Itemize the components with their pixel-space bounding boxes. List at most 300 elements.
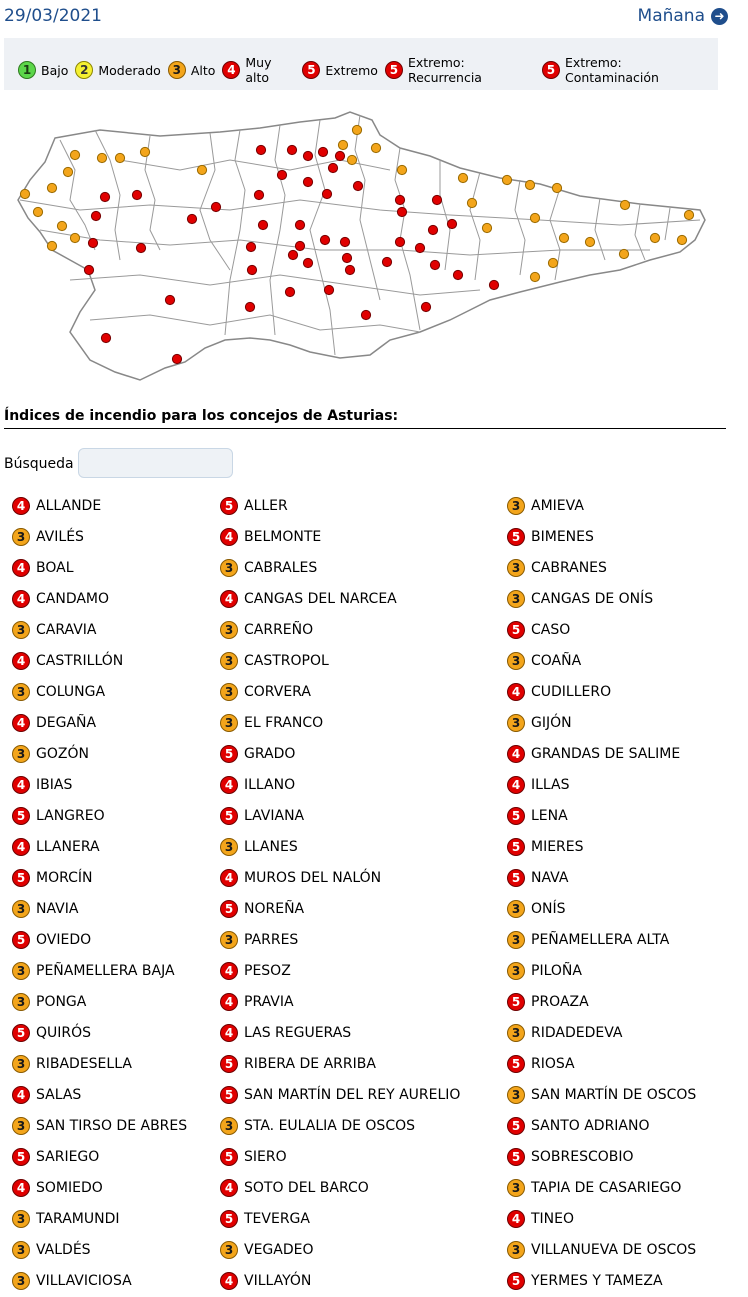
council-marker[interactable] <box>288 250 297 259</box>
search-label: Búsqueda <box>4 456 74 472</box>
council-marker[interactable] <box>303 258 312 267</box>
council-marker[interactable] <box>84 265 93 274</box>
council-name: CASTRILLÓN <box>36 652 124 669</box>
council-marker[interactable] <box>101 333 110 342</box>
level-badge-icon: 3 <box>12 993 30 1011</box>
council-name: BOAL <box>36 559 74 576</box>
council-marker[interactable] <box>347 155 356 164</box>
council-marker[interactable] <box>428 225 437 234</box>
level-badge-icon: 3 <box>507 1179 525 1197</box>
level-badge-icon: 4 <box>220 776 238 794</box>
council-column-3 <box>507 490 696 1296</box>
council-marker[interactable] <box>63 167 72 176</box>
council-row[interactable] <box>12 924 187 955</box>
council-marker[interactable] <box>287 145 296 154</box>
level-badge-icon: 5 <box>507 1148 525 1166</box>
council-row[interactable] <box>507 1141 696 1172</box>
council-name: AMIEVA <box>531 497 584 514</box>
council-row[interactable] <box>12 1172 187 1203</box>
council-row[interactable] <box>220 1017 460 1048</box>
level-badge-icon: 4 <box>12 559 30 577</box>
legend-label: Extremo: Contaminación <box>564 55 659 85</box>
council-marker[interactable] <box>115 153 124 162</box>
council-row[interactable] <box>12 1265 187 1296</box>
level-badge-icon: 3 <box>507 559 525 577</box>
council-marker[interactable] <box>430 260 439 269</box>
council-row[interactable] <box>507 583 696 614</box>
asturias-map <box>0 100 748 390</box>
council-row[interactable] <box>12 676 187 707</box>
council-name: ILLANO <box>244 776 296 793</box>
council-marker[interactable] <box>340 237 349 246</box>
council-marker[interactable] <box>245 302 254 311</box>
council-name: ALLER <box>244 497 288 514</box>
council-name: GRADO <box>244 745 296 762</box>
council-marker[interactable] <box>525 180 534 189</box>
level-badge-icon: 4 <box>12 714 30 732</box>
council-name: ONÍS <box>531 900 566 917</box>
level-badge-icon: 3 <box>220 931 238 949</box>
council-marker[interactable] <box>70 233 79 242</box>
level-badge-icon: 4 <box>12 1086 30 1104</box>
council-column-1 <box>12 490 187 1296</box>
council-row[interactable] <box>220 707 460 738</box>
legend <box>4 38 718 90</box>
council-name: LAVIANA <box>244 807 305 824</box>
council-name: PRAVIA <box>244 993 294 1010</box>
council-name: VILLANUEVA DE OSCOS <box>531 1241 697 1258</box>
level-badge-icon: 4 <box>12 1179 30 1197</box>
level-badge-icon: 5 <box>507 1055 525 1073</box>
council-name: TEVERGA <box>244 1210 310 1227</box>
council-name: TARAMUNDI <box>36 1210 120 1227</box>
council-name: SAN TIRSO DE ABRES <box>36 1117 188 1134</box>
council-row[interactable] <box>220 645 460 676</box>
council-name: ILLAS <box>531 776 570 793</box>
council-marker[interactable] <box>47 183 56 192</box>
council-row[interactable] <box>507 1203 696 1234</box>
council-marker[interactable] <box>397 165 406 174</box>
council-name: NAVA <box>531 869 569 886</box>
council-marker[interactable] <box>47 241 56 250</box>
council-name: CARAVIA <box>36 621 97 638</box>
level-badge-icon: 5 <box>507 993 525 1011</box>
council-marker[interactable] <box>295 241 304 250</box>
level-badge-icon: 5 <box>12 1148 30 1166</box>
council-marker[interactable] <box>165 295 174 304</box>
council-marker[interactable] <box>187 214 196 223</box>
arrow-right-icon: ➜ <box>711 8 728 25</box>
council-marker[interactable] <box>254 190 263 199</box>
council-row[interactable] <box>220 893 460 924</box>
level-badge-icon: 5 <box>220 900 238 918</box>
council-name: RIDADEDEVA <box>531 1024 623 1041</box>
council-marker[interactable] <box>318 147 327 156</box>
council-row[interactable] <box>507 955 696 986</box>
level-badge-icon: 1 <box>18 61 36 79</box>
level-badge-icon: 4 <box>507 683 525 701</box>
council-marker[interactable] <box>322 189 331 198</box>
legend-item <box>222 55 295 85</box>
council-row[interactable] <box>220 1234 460 1265</box>
council-marker[interactable] <box>20 189 29 198</box>
council-marker[interactable] <box>482 223 491 232</box>
council-column-2 <box>220 490 460 1296</box>
level-badge-icon: 3 <box>12 1117 30 1135</box>
council-marker[interactable] <box>677 235 686 244</box>
council-row[interactable] <box>507 893 696 924</box>
level-badge-icon: 5 <box>220 745 238 763</box>
council-name: SIERO <box>244 1148 287 1165</box>
level-badge-icon: 3 <box>507 497 525 515</box>
level-badge-icon: 3 <box>507 900 525 918</box>
council-row[interactable] <box>220 955 460 986</box>
level-badge-icon: 3 <box>12 1241 30 1259</box>
council-row[interactable] <box>12 769 187 800</box>
council-marker[interactable] <box>552 183 561 192</box>
council-row[interactable] <box>12 831 187 862</box>
level-badge-icon: 3 <box>12 962 30 980</box>
council-marker[interactable] <box>371 143 380 152</box>
council-row[interactable] <box>220 583 460 614</box>
council-row[interactable] <box>507 862 696 893</box>
level-badge-icon: 5 <box>385 61 403 79</box>
council-row[interactable] <box>507 707 696 738</box>
council-row[interactable] <box>220 1172 460 1203</box>
council-row[interactable] <box>507 614 696 645</box>
council-row[interactable] <box>220 1079 460 1110</box>
council-marker[interactable] <box>57 221 66 230</box>
council-row[interactable] <box>507 831 696 862</box>
level-badge-icon: 3 <box>12 900 30 918</box>
level-badge-icon: 3 <box>507 931 525 949</box>
council-row[interactable] <box>507 738 696 769</box>
council-name: SANTO ADRIANO <box>531 1117 650 1134</box>
council-marker[interactable] <box>353 181 362 190</box>
council-row[interactable] <box>220 521 460 552</box>
council-name: CABRANES <box>531 559 607 576</box>
council-row[interactable] <box>12 521 187 552</box>
council-row[interactable] <box>220 769 460 800</box>
council-marker[interactable] <box>458 173 467 182</box>
council-name: QUIRÓS <box>36 1024 92 1041</box>
level-badge-icon: 3 <box>12 621 30 639</box>
council-name: SALAS <box>36 1086 82 1103</box>
council-row[interactable] <box>12 955 187 986</box>
council-marker[interactable] <box>530 213 539 222</box>
council-row[interactable] <box>220 490 460 521</box>
council-name: BIMENES <box>531 528 594 545</box>
level-badge-icon: 4 <box>220 528 238 546</box>
legend-label: Extremo <box>325 62 378 78</box>
council-row[interactable] <box>220 1048 460 1079</box>
legend-item <box>75 61 160 79</box>
council-marker[interactable] <box>352 125 361 134</box>
level-badge-icon: 3 <box>507 1241 525 1259</box>
council-row[interactable] <box>12 707 187 738</box>
council-marker[interactable] <box>303 151 312 160</box>
legend-label: Moderado <box>98 62 161 78</box>
council-name: BELMONTE <box>244 528 322 545</box>
council-row[interactable] <box>507 1017 696 1048</box>
council-marker[interactable] <box>342 253 351 262</box>
council-row[interactable] <box>12 490 187 521</box>
council-row[interactable] <box>12 583 187 614</box>
council-name: PEÑAMELLERA ALTA <box>531 931 670 948</box>
council-marker[interactable] <box>620 200 629 209</box>
level-badge-icon: 5 <box>302 61 320 79</box>
council-marker[interactable] <box>100 192 109 201</box>
level-badge-icon: 5 <box>220 1148 238 1166</box>
level-badge-icon: 4 <box>220 962 238 980</box>
council-row[interactable] <box>507 552 696 583</box>
level-badge-icon: 3 <box>507 714 525 732</box>
council-name: COLUNGA <box>36 683 106 700</box>
council-name: SOMIEDO <box>36 1179 103 1196</box>
council-name: GOZÓN <box>36 745 89 762</box>
council-marker[interactable] <box>548 258 557 267</box>
level-badge-icon: 3 <box>220 621 238 639</box>
level-badge-icon: 4 <box>12 590 30 608</box>
council-row[interactable] <box>12 1079 187 1110</box>
council-marker[interactable] <box>447 219 456 228</box>
level-badge-icon: 3 <box>507 590 525 608</box>
legend-label: Bajo <box>41 62 69 78</box>
council-row[interactable] <box>12 645 187 676</box>
legend-item <box>18 61 68 79</box>
council-row[interactable] <box>507 1172 696 1203</box>
level-badge-icon: 5 <box>507 869 525 887</box>
level-badge-icon: 3 <box>12 1210 30 1228</box>
council-row[interactable] <box>507 645 696 676</box>
level-badge-icon: 4 <box>220 1024 238 1042</box>
council-row[interactable] <box>220 862 460 893</box>
council-name: VEGADEO <box>244 1241 314 1258</box>
council-row[interactable] <box>507 986 696 1017</box>
council-marker[interactable] <box>256 145 265 154</box>
council-marker[interactable] <box>432 195 441 204</box>
council-marker[interactable] <box>132 190 141 199</box>
council-row[interactable] <box>507 1265 696 1296</box>
council-marker[interactable] <box>467 198 476 207</box>
council-marker[interactable] <box>246 242 255 251</box>
council-name: GRANDAS DE SALIME <box>531 745 681 762</box>
council-marker[interactable] <box>328 163 337 172</box>
level-badge-icon: 5 <box>507 838 525 856</box>
council-marker[interactable] <box>70 150 79 159</box>
level-badge-icon: 3 <box>12 745 30 763</box>
council-row[interactable] <box>507 1110 696 1141</box>
council-marker[interactable] <box>338 140 347 149</box>
council-name: SOBRESCOBIO <box>531 1148 634 1165</box>
council-name: CUDILLERO <box>531 683 612 700</box>
council-row[interactable] <box>507 490 696 521</box>
council-name: COAÑA <box>531 652 582 669</box>
council-marker[interactable] <box>585 237 594 246</box>
council-marker[interactable] <box>91 211 100 220</box>
council-name: GIJÓN <box>531 714 572 731</box>
council-marker[interactable] <box>295 220 304 229</box>
council-marker[interactable] <box>397 207 406 216</box>
council-name: CABRALES <box>244 559 318 576</box>
council-row[interactable] <box>220 1110 460 1141</box>
council-marker[interactable] <box>530 272 539 281</box>
council-row[interactable] <box>507 676 696 707</box>
level-badge-icon: 3 <box>220 838 238 856</box>
council-row[interactable] <box>12 1017 187 1048</box>
council-name: LENA <box>531 807 568 824</box>
council-marker[interactable] <box>382 257 391 266</box>
level-badge-icon: 3 <box>220 652 238 670</box>
council-row[interactable] <box>507 521 696 552</box>
council-row[interactable] <box>220 924 460 955</box>
level-badge-icon: 5 <box>507 528 525 546</box>
council-marker[interactable] <box>247 265 256 274</box>
council-row[interactable] <box>220 831 460 862</box>
council-row[interactable] <box>12 1141 187 1172</box>
council-name: MUROS DEL NALÓN <box>244 869 382 886</box>
council-row[interactable] <box>12 862 187 893</box>
council-marker[interactable] <box>502 175 511 184</box>
council-marker[interactable] <box>197 165 206 174</box>
top-bar <box>4 6 728 32</box>
council-marker[interactable] <box>258 220 267 229</box>
level-badge-icon: 3 <box>220 683 238 701</box>
council-row[interactable] <box>12 614 187 645</box>
council-marker[interactable] <box>140 147 149 156</box>
council-name: PEÑAMELLERA BAJA <box>36 962 175 979</box>
council-row[interactable] <box>12 800 187 831</box>
level-badge-icon: 4 <box>12 652 30 670</box>
level-badge-icon: 4 <box>220 1179 238 1197</box>
level-badge-icon: 5 <box>507 1272 525 1290</box>
council-name: LAS REGUERAS <box>244 1024 352 1041</box>
council-row[interactable] <box>507 924 696 955</box>
level-badge-icon: 3 <box>12 1272 30 1290</box>
section-title: Índices de incendio para los concejos de Asturias: <box>4 408 399 424</box>
level-badge-icon: 5 <box>220 1086 238 1104</box>
council-row[interactable] <box>507 769 696 800</box>
legend-label: Extremo: Recurrencia <box>407 55 482 85</box>
legend-item <box>542 55 711 85</box>
council-marker[interactable] <box>33 207 42 216</box>
level-badge-icon: 4 <box>220 1272 238 1290</box>
council-row[interactable] <box>12 1048 187 1079</box>
level-badge-icon: 3 <box>220 714 238 732</box>
council-marker[interactable] <box>303 177 312 186</box>
council-row[interactable] <box>220 1141 460 1172</box>
council-row[interactable] <box>507 1079 696 1110</box>
council-marker[interactable] <box>619 249 628 258</box>
council-row[interactable] <box>12 1234 187 1265</box>
council-name: VILLAYÓN <box>244 1272 312 1289</box>
council-row[interactable] <box>220 738 460 769</box>
council-name: SAN MARTÍN DE OSCOS <box>531 1086 697 1103</box>
search-input[interactable] <box>78 448 233 478</box>
level-badge-icon: 4 <box>222 61 240 79</box>
council-row[interactable] <box>507 1048 696 1079</box>
council-name: LLANERA <box>36 838 100 855</box>
council-marker[interactable] <box>453 270 462 279</box>
council-name: STA. EULALIA DE OSCOS <box>244 1117 415 1134</box>
council-row[interactable] <box>220 1203 460 1234</box>
council-row[interactable] <box>12 738 187 769</box>
council-name: RIBERA DE ARRIBA <box>244 1055 376 1072</box>
level-badge-icon: 4 <box>220 590 238 608</box>
council-marker[interactable] <box>361 310 370 319</box>
council-marker[interactable] <box>285 287 294 296</box>
level-badge-icon: 4 <box>220 869 238 887</box>
council-marker[interactable] <box>415 243 424 252</box>
level-badge-icon: 4 <box>507 776 525 794</box>
council-row[interactable] <box>507 800 696 831</box>
level-badge-icon: 5 <box>220 1055 238 1073</box>
council-marker[interactable] <box>320 235 329 244</box>
council-row[interactable] <box>12 986 187 1017</box>
council-name: PONGA <box>36 993 87 1010</box>
council-marker[interactable] <box>97 153 106 162</box>
map-outline <box>18 112 705 380</box>
legend-label: Alto <box>190 62 216 78</box>
section-divider <box>4 428 726 429</box>
council-marker[interactable] <box>395 237 404 246</box>
level-badge-icon: 3 <box>220 559 238 577</box>
level-badge-icon: 4 <box>507 1210 525 1228</box>
council-row[interactable] <box>12 1110 187 1141</box>
council-marker[interactable] <box>421 302 430 311</box>
next-day-label: Mañana <box>637 6 705 26</box>
level-badge-icon: 4 <box>12 776 30 794</box>
council-marker[interactable] <box>650 233 659 242</box>
council-name: MIERES <box>531 838 584 855</box>
council-marker[interactable] <box>684 210 693 219</box>
council-marker[interactable] <box>559 233 568 242</box>
council-name: CASTROPOL <box>244 652 329 669</box>
council-marker[interactable] <box>395 195 404 204</box>
council-row[interactable] <box>220 1265 460 1296</box>
council-row[interactable] <box>220 676 460 707</box>
council-marker[interactable] <box>172 354 181 363</box>
council-row[interactable] <box>220 800 460 831</box>
level-badge-icon: 3 <box>220 1241 238 1259</box>
council-marker[interactable] <box>88 238 97 247</box>
council-row[interactable] <box>12 1203 187 1234</box>
level-badge-icon: 4 <box>507 745 525 763</box>
council-row[interactable] <box>12 893 187 924</box>
council-marker[interactable] <box>335 151 344 160</box>
council-name: PILOÑA <box>531 962 582 979</box>
level-badge-icon: 3 <box>507 1086 525 1104</box>
council-row[interactable] <box>220 614 460 645</box>
council-row[interactable] <box>220 552 460 583</box>
level-badge-icon: 5 <box>12 869 30 887</box>
council-name: IBIAS <box>36 776 73 793</box>
council-marker[interactable] <box>489 280 498 289</box>
council-row[interactable] <box>220 986 460 1017</box>
council-name: CANDAMO <box>36 590 110 607</box>
council-marker[interactable] <box>345 265 354 274</box>
council-marker[interactable] <box>136 243 145 252</box>
council-marker[interactable] <box>277 170 286 179</box>
date-label: 29/03/2021 <box>4 6 102 26</box>
council-marker[interactable] <box>211 202 220 211</box>
council-marker[interactable] <box>324 285 333 294</box>
level-badge-icon: 3 <box>507 652 525 670</box>
council-name: PESOZ <box>244 962 291 979</box>
council-row[interactable] <box>12 552 187 583</box>
council-row[interactable] <box>507 1234 696 1265</box>
next-day-link[interactable] <box>638 6 728 26</box>
